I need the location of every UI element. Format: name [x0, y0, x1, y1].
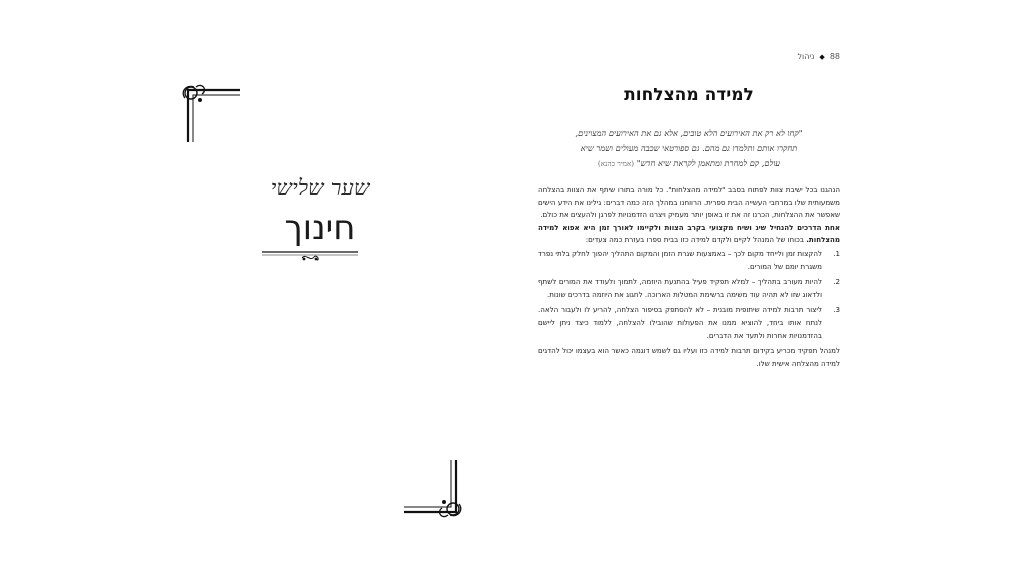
- paragraph-text: בכוחו של המנהל לקיים ולקדם למידה כזו בבית ספרו בעזרת כמה צעדים:: [585, 235, 807, 245]
- chapter-title: חינוך: [284, 208, 356, 248]
- diamond-icon: ◆: [819, 52, 825, 61]
- list-number: 1.: [833, 248, 840, 258]
- paragraph: הנהגנו בכל ישיבת צוות לפתוח בסבב "למידה מהצלחות". כל מורה בתורו שיתף את הצוות בהצלחה משמעותית שלו במרחבי העשייה הבית ספרית. הרווחנו במהלך הזה כמה דברים: גילינו את הידע הישים שאפשר את ההצלחות, הכרנו זה את זו באופן יותר מעמיק ויצרנו הזדמנויות לפרגן ולהעצים את כולם.: [538, 185, 840, 220]
- corner-ornament-icon: [402, 458, 462, 518]
- body-text: [538, 184, 840, 370]
- list-number: 2.: [833, 277, 840, 287]
- part-title: שער שלישי: [270, 176, 370, 201]
- running-head: [797, 52, 840, 61]
- list-item: [538, 248, 840, 273]
- paragraph: [538, 222, 840, 247]
- running-head-label: ניהול: [797, 52, 815, 61]
- page-number: 88: [829, 52, 840, 61]
- article-title: למידה מהצלחות: [624, 85, 754, 105]
- epigraph-line: "קחו לא רק את האירועים הלא טובים, אלא גם את האירועים המצוינים,: [575, 128, 803, 138]
- bold-text: אחת הדרכים להנחיל שיג ושיח מקצועי בקרב הצוות ולקיימו לאורך זמן היא אפוא למידה מהצלחות.: [538, 222, 840, 245]
- list-item: [538, 304, 840, 342]
- list-text: להיות מעורב בתהליך – למלא תפקיד פעיל בהתנעת היוזמה, לתמוך ולעודד את המורים לשתף ולדאוג שזו לא תהיה עוד משימה ברשימת המטלות הארוכה. לחגוג את היוזמה בדרכים שונות.: [538, 277, 822, 299]
- epigraph-source: (אמיר כהנא): [597, 159, 635, 168]
- list-text: להקצות זמן ולייחד מקום לכך – באמצעות שגרת הזמן והמקום התהליך יהפוך לחלק בלתי נפרד משגרת יומם של המורים.: [538, 248, 822, 271]
- epigraph-line: [538, 156, 840, 171]
- list-text: ליצור תרבות למידה שיתופית מובנית – לא להסתפק בסיפור הצלחה, להריע לו ולעבור הלאה. לנתח אותו ביחד, להוציא ממנו את הפעולות שהובילו להצלחה, ללמוד כיצד ניתן ליישם בהזדמנויות אחרות ולתעד את הדברים.: [538, 305, 822, 340]
- epigraph: [538, 126, 840, 171]
- right-page: [538, 52, 840, 472]
- epigraph-line: תחקרו אותם ותלמדו גם מהם. גם ספורטאי שכבה מעולים ושמר שיא: [580, 143, 798, 153]
- steps-list: [538, 248, 840, 342]
- list-number: 3.: [833, 305, 840, 315]
- list-item: [538, 276, 840, 301]
- epigraph-line-text: עולם, קם למחרת ומתאמן לקראת שיא חדש": [636, 158, 781, 168]
- corner-ornament-icon: [182, 84, 242, 144]
- divider-ornament-icon: [262, 248, 358, 262]
- paragraph: למנהל תפקיד מכריע בקידום תרבות למידה כזו ועליו גם לשמש דוגמה כאשר הוא בעצמו יכול להדגים למידה מהצלחה אישית שלו.: [538, 346, 840, 368]
- left-page: [150, 40, 480, 540]
